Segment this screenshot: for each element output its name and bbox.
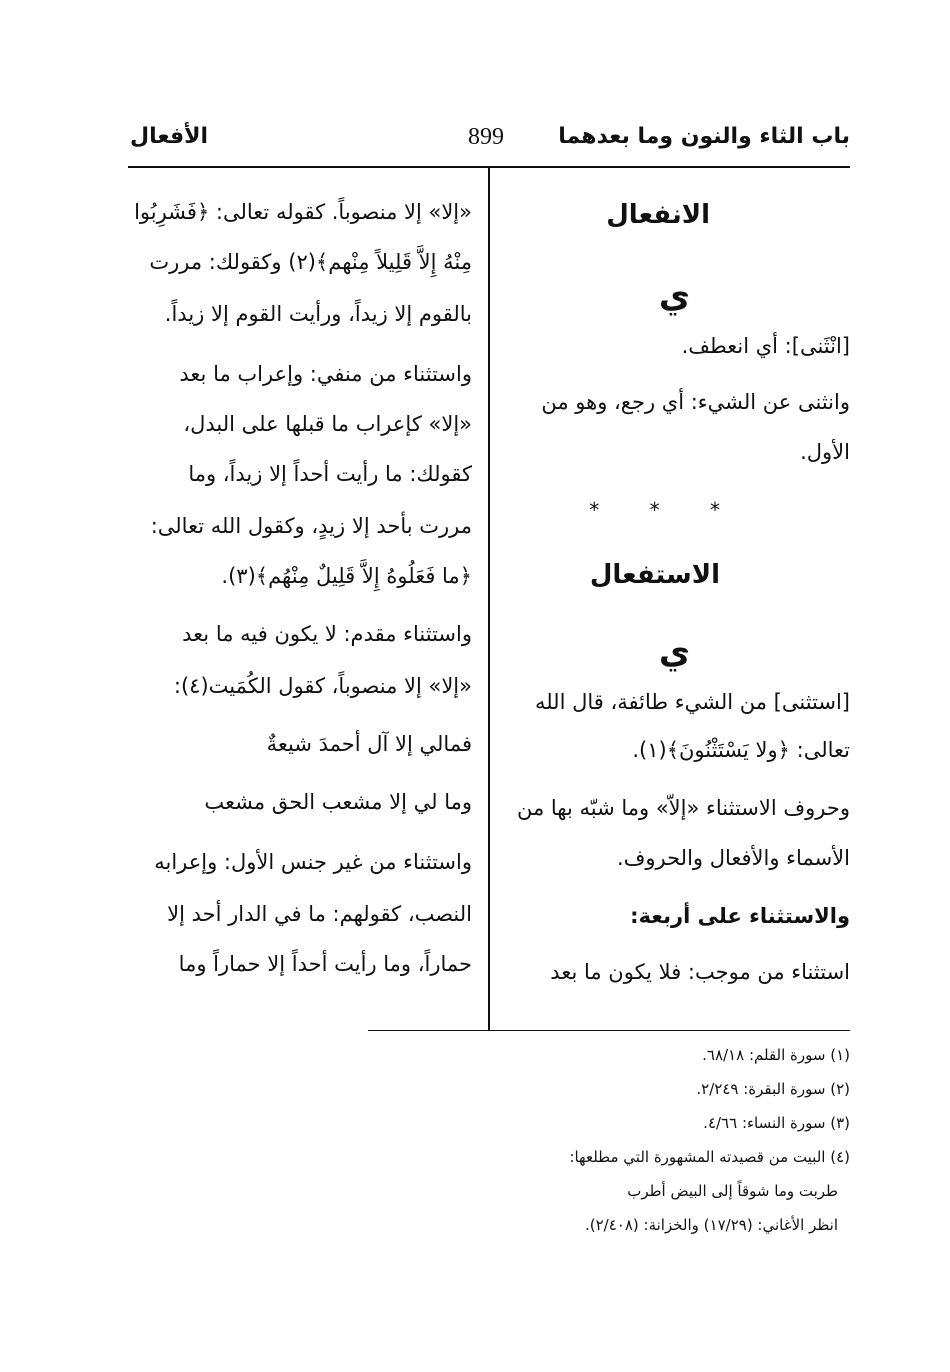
- footnote: (٣) سورة النساء: ٤/٦٦.: [703, 1114, 850, 1132]
- footnote: (٢) سورة البقرة: ٢/٢٤٩.: [696, 1080, 850, 1098]
- page-number: 899: [468, 124, 504, 150]
- verse-line: فمالي إلا آل أحمدَ شيعةٌ: [266, 732, 472, 756]
- footnote-rule: [368, 1030, 850, 1031]
- letter-heading: ي: [658, 276, 690, 316]
- text-line: [استثنى] من الشيء طائفة، قال الله: [534, 690, 850, 714]
- text-line: تعالى: ﴿ولا يَسْتَثْنُونَ﴾(١).: [632, 738, 850, 762]
- section-heading: الانفعال: [606, 200, 710, 230]
- text-line: واستثناء مقدم: لا يكون فيه ما بعد: [182, 622, 472, 646]
- footnote-verse: طربت وما شوقاً إلى البيض أطرب: [627, 1182, 838, 1200]
- footnote: (٤) البيت من قصيدته المشهورة التي مطلعها:: [569, 1148, 850, 1166]
- footnote: (١) سورة القلم: ٦٨/١٨.: [702, 1046, 850, 1064]
- column-divider: [488, 166, 490, 1030]
- text-line: بالقوم إلا زيداً، ورأيت القوم إلا زيداً.: [164, 302, 472, 326]
- verse-line: وما لي إلا مشعب الحق مشعب: [204, 790, 472, 814]
- text-line: الأول.: [800, 440, 850, 464]
- text-line: مررت بأحد إلا زيدٍ، وكقول الله تعالى:: [150, 514, 472, 538]
- text-line: حماراً، وما رأيت أحداً إلا حماراً وما: [178, 952, 472, 976]
- text-line: وحروف الاستثناء «إلاّ» وما شبّه بها من: [516, 796, 850, 820]
- text-line: واستثناء من غير جنس الأول: وإعرابه: [154, 850, 472, 874]
- footnote: انظر الأغاني: (١٧/٢٩) والخزانة: (٢/٤٠٨).: [585, 1216, 838, 1234]
- text-line: النصب، كقولهم: ما في الدار أحد إلا: [167, 902, 472, 926]
- running-head-left: الأفعال: [130, 124, 209, 149]
- running-head-right: باب الثاء والنون وما بعدهما: [558, 124, 850, 149]
- text-line: «إلا» إلا منصوباً، كقول الكُمَيت(٤):: [173, 674, 472, 698]
- text-line: [انْثَنى]: أي انعطف.: [681, 334, 850, 358]
- text-line: «إلا» كإعراب ما قبلها على البدل،: [183, 412, 472, 436]
- text-line: استثناء من موجب: فلا يكون ما بعد: [550, 960, 850, 984]
- text-line: «إلا» إلا منصوباً. كقوله تعالى: ﴿فَشَرِبُوا: [134, 200, 472, 224]
- text-line: مِنْهُ إِلاَّ قَلِيلاً مِنْهم﴾(٢) وكقولك: مررت: [149, 250, 472, 274]
- text-line: ﴿ما فَعَلُوهُ إِلاَّ قَلِيلٌ مِنْهُم﴾(٣).: [221, 564, 472, 588]
- letter-heading: ي: [658, 632, 690, 672]
- text-line: والاستثناء على أربعة:: [630, 904, 850, 928]
- section-heading: الاستفعال: [589, 560, 720, 590]
- text-line: وانثنى عن الشيء: أي رجع، وهو من: [541, 390, 850, 414]
- text-line: واستثناء من منفي: وإعراب ما بعد: [179, 362, 472, 386]
- text-line: الأسماء والأفعال والحروف.: [616, 846, 850, 870]
- section-separator: * * *: [589, 498, 742, 522]
- text-line: كقولك: ما رأيت أحداً إلا زيداً، وما: [188, 462, 472, 486]
